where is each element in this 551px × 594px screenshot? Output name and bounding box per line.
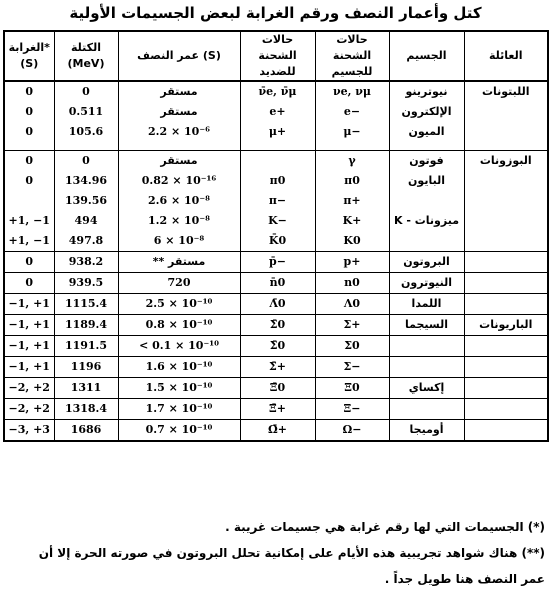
strangeness-cell: 0 <box>4 171 54 191</box>
antiparticle-charge-cell: K− <box>240 211 315 231</box>
spacer-cell <box>389 142 464 151</box>
family-cell <box>464 378 548 399</box>
antiparticle-charge-cell: n̄0 <box>240 273 315 294</box>
particle-charge-cell: p+ <box>315 252 389 273</box>
particle-charge-cell: π0 <box>315 171 389 191</box>
table-row <box>4 294 548 315</box>
family-cell: اللبتونات <box>464 81 548 102</box>
particle-charge-cell: π+ <box>315 191 389 211</box>
half-life-cell: 2.5 × 10⁻¹⁰ <box>118 294 240 315</box>
particle-name-cell: ميزونات - K <box>389 211 464 231</box>
half-life-cell: 2.2 × 10⁻⁶ <box>118 122 240 142</box>
mass-cell: 0.511 <box>54 102 118 122</box>
table-row <box>4 357 548 378</box>
particle-name-cell: إكساي <box>389 378 464 399</box>
particle-name-cell <box>389 336 464 357</box>
header-row <box>4 31 548 81</box>
mass-cell: 139.56 <box>54 191 118 211</box>
antiparticle-charge-cell: p̄− <box>240 252 315 273</box>
family-cell <box>464 231 548 252</box>
particle-name-cell: النيوترون <box>389 273 464 294</box>
antiparticle-charge-cell: Σ̄0 <box>240 336 315 357</box>
half-life-cell: 0.82 × 10⁻¹⁶ <box>118 171 240 191</box>
half-life-cell: 1.7 × 10⁻¹⁰ <box>118 399 240 420</box>
half-life-cell: 2.6 × 10⁻⁸ <box>118 191 240 211</box>
particle-charge-cell: Ξ− <box>315 399 389 420</box>
particle-charge-cell: Σ0 <box>315 336 389 357</box>
antiparticle-charge-cell <box>240 151 315 172</box>
antiparticle-charge-cell: Σ̄0 <box>240 315 315 336</box>
antiparticle-charge-cell: Σ̄+ <box>240 357 315 378</box>
table-title: كتل وأعمار النصف ورقم الغرابة لبعض الجسيمات الأولية <box>69 4 482 22</box>
strangeness-cell: 0 <box>4 151 54 172</box>
antiparticle-charge-cell: Ω̄+ <box>240 420 315 442</box>
particle-charge-cell: μ− <box>315 122 389 142</box>
strangeness-cell: −2, +2 <box>4 399 54 420</box>
family-cell <box>464 252 548 273</box>
family-cell: البوزونات <box>464 151 548 172</box>
particles-table <box>3 30 549 442</box>
header-charge-particle: حالات الشحنة للجسيم <box>315 31 389 81</box>
mass-cell: 1196 <box>54 357 118 378</box>
family-cell <box>464 191 548 211</box>
mass-cell: 105.6 <box>54 122 118 142</box>
strangeness-cell: 0 <box>4 252 54 273</box>
antiparticle-charge-cell: Ξ̄+ <box>240 399 315 420</box>
family-cell <box>464 102 548 122</box>
family-cell <box>464 420 548 442</box>
mass-cell: 494 <box>54 211 118 231</box>
mass-cell: 939.5 <box>54 273 118 294</box>
table-row <box>4 273 548 294</box>
mass-cell: 1115.4 <box>54 294 118 315</box>
footnote-1: (*) الجسيمات التي لها رقم غرابة هي جسيمات غريبة . <box>225 520 545 534</box>
group-spacer <box>4 142 548 151</box>
particle-name-cell <box>389 357 464 378</box>
antiparticle-charge-cell: Λ̄0 <box>240 294 315 315</box>
mass-cell: 1311 <box>54 378 118 399</box>
particle-name-cell <box>389 231 464 252</box>
table-row <box>4 378 548 399</box>
mass-cell: 938.2 <box>54 252 118 273</box>
family-cell <box>464 336 548 357</box>
strangeness-cell: +1, −1 <box>4 231 54 252</box>
family-cell <box>464 211 548 231</box>
particle-charge-cell: γ <box>315 151 389 172</box>
table-row <box>4 122 548 142</box>
particle-name-cell: فوتون <box>389 151 464 172</box>
strangeness-cell: 0 <box>4 81 54 102</box>
header-half-life: عمر النصف (S) <box>118 31 240 81</box>
antiparticle-charge-cell: K̄0 <box>240 231 315 252</box>
antiparticle-charge-cell: π− <box>240 191 315 211</box>
antiparticle-charge-cell: Ξ̄0 <box>240 378 315 399</box>
particle-name-cell: البايون <box>389 171 464 191</box>
half-life-cell: < 0.1 × 10⁻¹⁰ <box>118 336 240 357</box>
table-row <box>4 102 548 122</box>
antiparticle-charge-cell: ν̄e, ν̄μ <box>240 81 315 102</box>
table-row <box>4 191 548 211</box>
strangeness-cell: −1, +1 <box>4 336 54 357</box>
half-life-cell: 0.8 × 10⁻¹⁰ <box>118 315 240 336</box>
particle-charge-cell: K0 <box>315 231 389 252</box>
strangeness-cell <box>4 191 54 211</box>
family-cell <box>464 399 548 420</box>
family-cell <box>464 294 548 315</box>
table-row <box>4 81 548 102</box>
strangeness-cell: −1, +1 <box>4 357 54 378</box>
particle-name-cell <box>389 399 464 420</box>
footnote-3: عمر النصف هنا طويل جداً . <box>384 572 545 586</box>
header-strangeness: الغرابة* (S) <box>4 31 54 81</box>
particle-charge-cell: Σ− <box>315 357 389 378</box>
table-row <box>4 211 548 231</box>
half-life-cell: 720 <box>118 273 240 294</box>
header-family: العائلة <box>464 31 548 81</box>
footnote-2: (**) هناك شواهد تجريبية هذه الأيام على إمكانية تحلل البروتون في صورته الحرة إلا أن <box>38 546 545 560</box>
particle-charge-cell: Ω− <box>315 420 389 442</box>
mass-cell: 1191.5 <box>54 336 118 357</box>
half-life-cell: مستقر <box>118 81 240 102</box>
particle-charge-cell: e− <box>315 102 389 122</box>
half-life-cell: 6 × 10⁻⁸ <box>118 231 240 252</box>
mass-cell: 1686 <box>54 420 118 442</box>
half-life-cell: 0.7 × 10⁻¹⁰ <box>118 420 240 442</box>
half-life-cell: 1.5 × 10⁻¹⁰ <box>118 378 240 399</box>
particle-name-cell: الميون <box>389 122 464 142</box>
strangeness-cell: −3, +3 <box>4 420 54 442</box>
header-particle: الجسيم <box>389 31 464 81</box>
table-row <box>4 336 548 357</box>
particle-charge-cell: Σ+ <box>315 315 389 336</box>
antiparticle-charge-cell: μ+ <box>240 122 315 142</box>
strangeness-cell: −1, +1 <box>4 294 54 315</box>
strangeness-cell: +1, −1 <box>4 211 54 231</box>
half-life-cell: 1.2 × 10⁻⁸ <box>118 211 240 231</box>
family-cell <box>464 273 548 294</box>
spacer-cell <box>54 142 118 151</box>
particle-charge-cell: n0 <box>315 273 389 294</box>
spacer-cell <box>464 142 548 151</box>
footnotes <box>6 514 545 592</box>
strangeness-cell: 0 <box>4 122 54 142</box>
particle-charge-cell: Ξ0 <box>315 378 389 399</box>
antiparticle-charge-cell: π0 <box>240 171 315 191</box>
particle-name-cell: اللمدا <box>389 294 464 315</box>
table-row <box>4 231 548 252</box>
mass-cell: 134.96 <box>54 171 118 191</box>
particle-charge-cell: Λ0 <box>315 294 389 315</box>
family-cell <box>464 171 548 191</box>
particle-name-cell: أوميجا <box>389 420 464 442</box>
particle-name-cell: السيجما <box>389 315 464 336</box>
strangeness-cell: −2, +2 <box>4 378 54 399</box>
mass-cell: 1318.4 <box>54 399 118 420</box>
spacer-cell <box>315 142 389 151</box>
mass-cell: 0 <box>54 81 118 102</box>
header-charge-anti: حالات الشحنة للضديد <box>240 31 315 81</box>
mass-cell: 497.8 <box>54 231 118 252</box>
strangeness-cell: −1, +1 <box>4 315 54 336</box>
particle-name-cell: الإلكترون <box>389 102 464 122</box>
spacer-cell <box>118 142 240 151</box>
table-row <box>4 399 548 420</box>
family-cell: الباريونات <box>464 315 548 336</box>
strangeness-cell: 0 <box>4 102 54 122</box>
particle-name-cell: نيوترينو <box>389 81 464 102</box>
table-row <box>4 151 548 172</box>
half-life-cell: مستقر <box>118 102 240 122</box>
half-life-cell: مستقر <box>118 151 240 172</box>
particle-charge-cell: νe, νμ <box>315 81 389 102</box>
half-life-cell: 1.6 × 10⁻¹⁰ <box>118 357 240 378</box>
table-row <box>4 171 548 191</box>
half-life-cell: مستقر ** <box>118 252 240 273</box>
mass-cell: 1189.4 <box>54 315 118 336</box>
spacer-cell <box>4 142 54 151</box>
mass-cell: 0 <box>54 151 118 172</box>
table-row <box>4 420 548 442</box>
family-cell <box>464 357 548 378</box>
strangeness-cell: 0 <box>4 273 54 294</box>
header-mass: الكتلة (MeV) <box>54 31 118 81</box>
spacer-cell <box>240 142 315 151</box>
particle-charge-cell: K+ <box>315 211 389 231</box>
family-cell <box>464 122 548 142</box>
table-row <box>4 252 548 273</box>
particle-name-cell: البروتون <box>389 252 464 273</box>
table-row <box>4 315 548 336</box>
antiparticle-charge-cell: e+ <box>240 102 315 122</box>
particle-name-cell <box>389 191 464 211</box>
